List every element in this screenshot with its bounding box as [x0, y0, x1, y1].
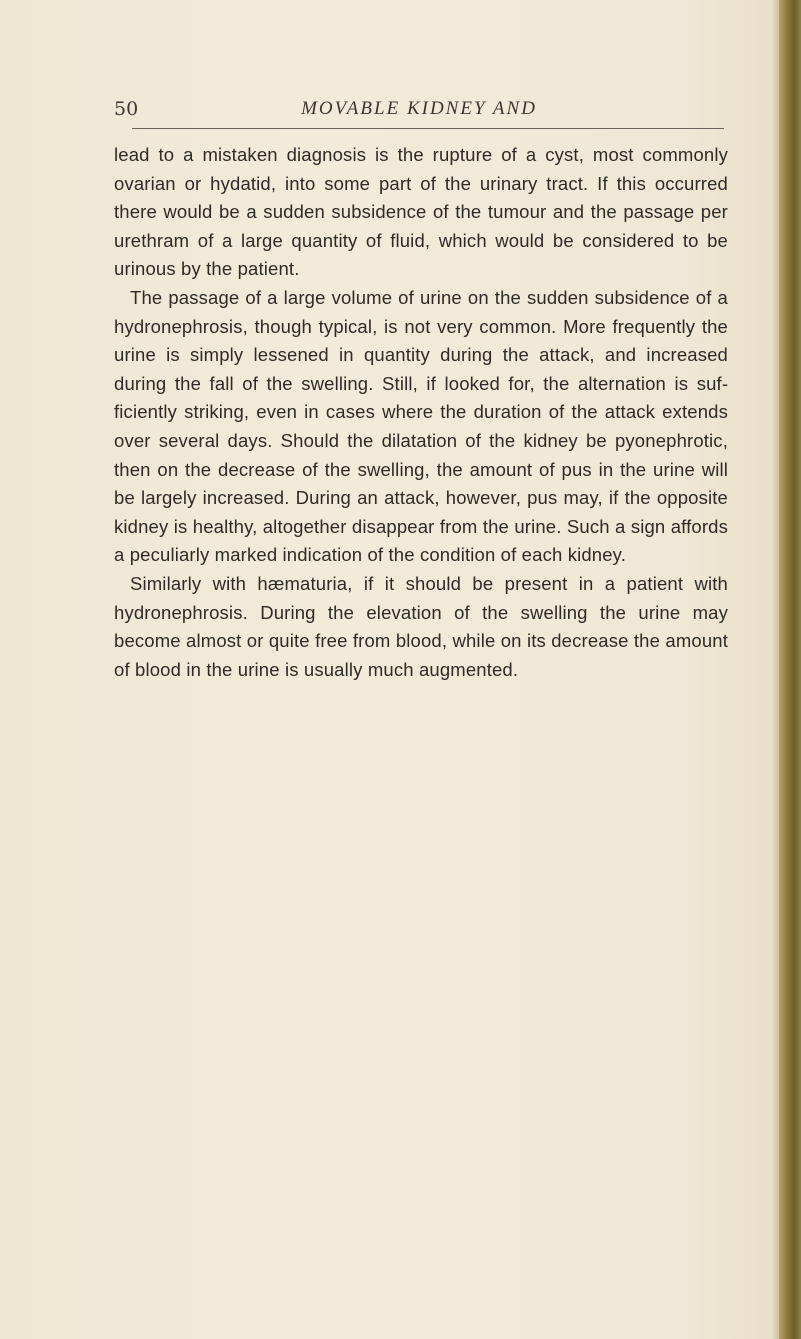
- page-number: 50: [114, 98, 139, 120]
- page-header: [114, 98, 724, 128]
- paragraph-3: Similarly with hæmaturia, if it should be present in a patient with hydronephrosis. During the elevation of the swelling the urine may become almost or quite free from blood, while on its decrease the amount of blood in the urine is usually much augmented.: [114, 572, 728, 680]
- running-head: MOVABLE KIDNEY AND: [301, 98, 537, 119]
- page-edge-binding: [779, 0, 801, 1339]
- paragraph-2: The passage of a large volume of urine on the sudden subsidence of a hydronephrosis, though typical, is not very common. More frequently the urine is simply lessened in quantity during the attack, and increased during the fall of the swelling. Still, if looked for, the alternation is sufficiently striking, even in cases where the duration of the attack extends over several days. Should the dilatation of the kidney be pyonephrotic, then on the decrease of the swelling, the amount of pus in the urine will be largely increased. During an attack, however, pus may, if the opposite kidney is healthy, altogether disappear from the urine. Such a sign affords a peculiarly marked indication of the condition of each kidney.: [114, 286, 728, 566]
- paragraph-1: lead to a mistaken diagnosis is the rupture of a cyst, most commonly ovarian or hydatid, into some part of the urinary tract. If this occurred there would be a sudden subsidence of the tumour and the passage per urethram of a large quantity of fluid, which would be considered to be urinous by the patient.: [114, 144, 728, 280]
- body-text: [114, 141, 728, 684]
- header-rule: [132, 128, 724, 129]
